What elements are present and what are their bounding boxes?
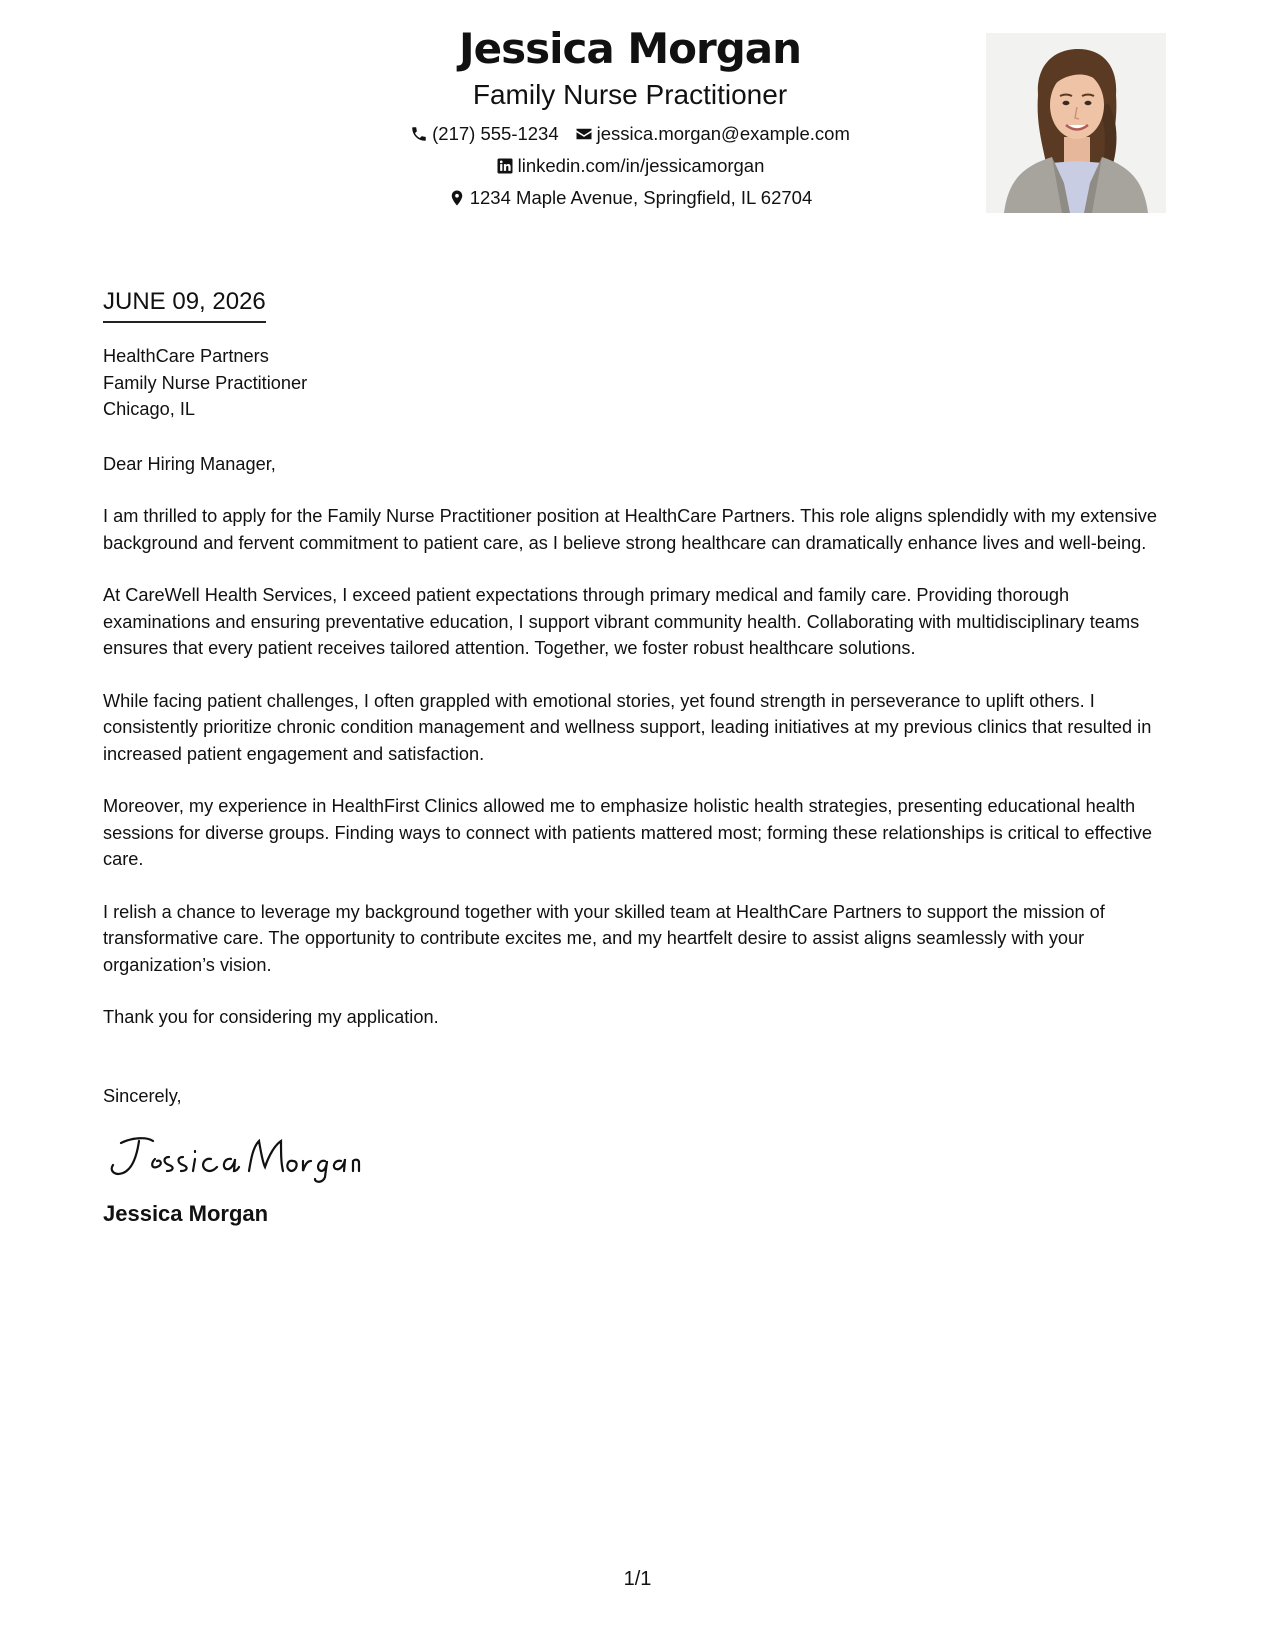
contact-row-address <box>330 182 930 214</box>
signer-name: Jessica Morgan <box>103 1201 269 1226</box>
recipient-block <box>103 343 1178 423</box>
letter-header <box>0 20 1275 220</box>
phone-number: (217) 555-1234 <box>432 123 559 144</box>
page-number: 1/1 <box>623 1568 652 1590</box>
phone-icon <box>410 125 428 143</box>
profile-photo <box>986 33 1166 213</box>
map-pin-icon <box>448 189 466 207</box>
letter-date: JUNE 09, 2026 <box>103 285 266 323</box>
email-address[interactable]: jessica.morgan@example.com <box>596 123 850 144</box>
handwritten-signature <box>103 1129 363 1185</box>
thank-you-line: Thank you for considering my application. <box>103 1007 439 1027</box>
body-paragraph: While facing patient challenges, I often grappled with emotional stories, yet found strength in perseverance to uplift others. I consistently prioritize chronic condition management and wellness support, leading initiatives at my previous clinics that resulted in increased patient engagement and satisfaction. <box>103 690 1152 764</box>
recipient-position: Family Nurse Practitioner <box>103 372 308 393</box>
closing: Sincerely, <box>103 1085 182 1106</box>
linkedin-contact[interactable] <box>496 150 765 182</box>
header-contact-block <box>330 20 930 214</box>
body-paragraph: At CareWell Health Services, I exceed patient expectations through primary medical and family care. Providing thorough examinations and ensuring preventative education, I support vibrant community health. Collaborating with multidisciplinary teams ensures that every patient receives tailored attention. Together, we foster robust healthcare solutions. <box>103 585 1140 658</box>
phone-contact <box>410 118 559 150</box>
envelope-icon <box>575 125 593 143</box>
contact-row-primary <box>330 118 930 150</box>
email-contact[interactable] <box>575 118 850 150</box>
linkedin-icon <box>496 157 514 175</box>
recipient-location: Chicago, IL <box>103 399 196 419</box>
recipient-company: HealthCare Partners <box>103 346 269 366</box>
body-paragraph: I relish a chance to leverage my background together with your skilled team at HealthCare Partners to support the mission of transformative care. The opportunity to contribute excites me, and my heartfelt desire to assist aligns seamlessly with your organization’s vision. <box>103 901 1105 975</box>
street-address: 1234 Maple Avenue, Springfield, IL 62704 <box>469 187 813 208</box>
letter-body <box>103 285 1178 1229</box>
applicant-name: Jessica Morgan <box>458 24 802 73</box>
body-paragraph: I am thrilled to apply for the Family Nurse Practitioner position at HealthCare Partners. This role aligns splendidly with my extensive background and fervent commitment to patient care, as I believe strong healthcare can dramatically enhance lives and well-being. <box>103 506 1157 553</box>
salutation: Dear Hiring Manager, <box>103 453 276 474</box>
address-contact <box>448 182 813 214</box>
linkedin-url[interactable]: linkedin.com/in/jessicamorgan <box>517 155 765 176</box>
applicant-title: Family Nurse Practitioner <box>472 79 788 110</box>
body-paragraph: Moreover, my experience in HealthFirst Clinics allowed me to emphasize holistic health strategies, presenting educational health sessions for diverse groups. Finding ways to connect with patients mattered most; forming these relationships is critical to effective care. <box>103 796 1152 869</box>
contact-row-linkedin <box>330 150 930 182</box>
